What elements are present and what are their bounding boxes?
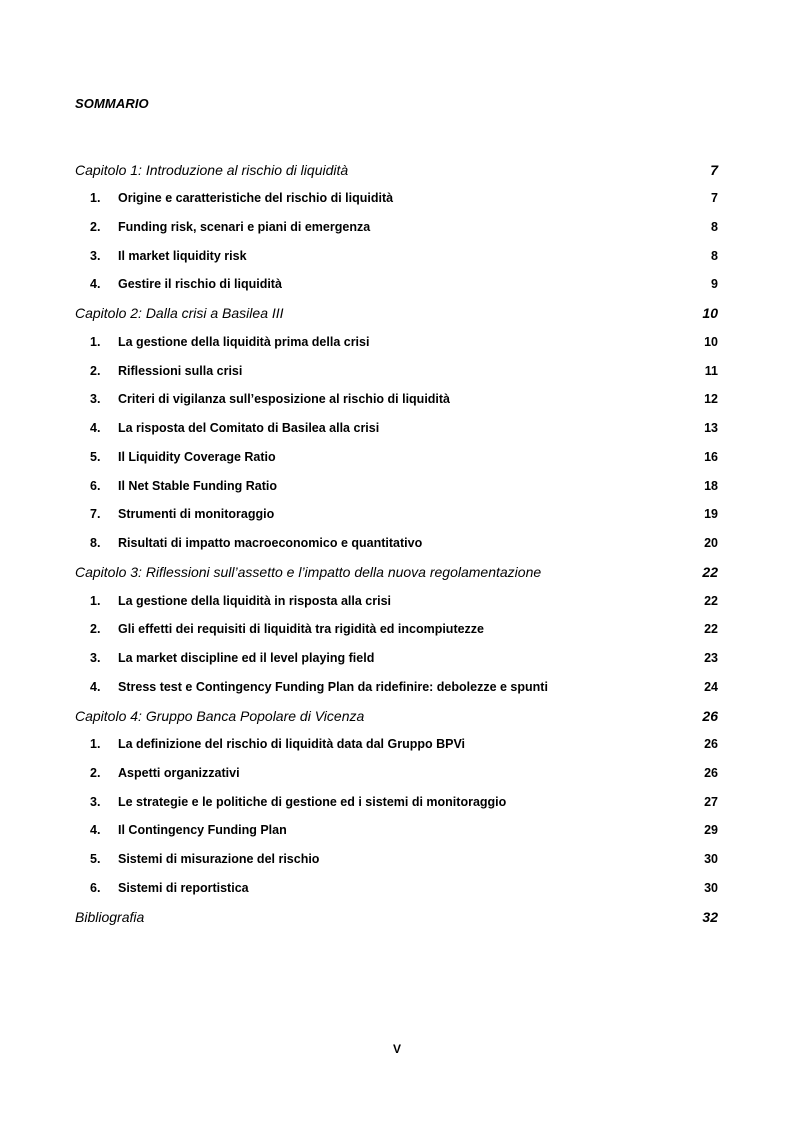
section-number: 3. xyxy=(90,794,101,809)
section-page-number: 30 xyxy=(704,852,718,867)
section-title: Riflessioni sulla crisi xyxy=(118,363,243,378)
section-title: Origine e caratteristiche del rischio di liquidità xyxy=(118,191,394,206)
toc-section-entry[interactable] xyxy=(75,270,718,299)
toc-section-entry[interactable] xyxy=(75,500,718,529)
section-number: 3. xyxy=(90,248,101,263)
section-number: 1. xyxy=(90,191,101,206)
section-number: 6. xyxy=(90,478,101,493)
toc-section-entry[interactable] xyxy=(75,213,718,242)
section-page-number: 11 xyxy=(704,363,718,378)
toc-chapter-entry[interactable] xyxy=(75,299,718,328)
section-title: Il market liquidity risk xyxy=(118,248,247,263)
section-title: Sistemi di reportistica xyxy=(118,880,249,895)
table-of-contents xyxy=(75,155,718,931)
section-title: Criteri di vigilanza sull’esposizione al rischio di liquidità xyxy=(118,392,451,407)
section-number: 6. xyxy=(90,880,101,895)
section-number: 3. xyxy=(90,392,101,407)
section-number: 5. xyxy=(90,852,101,867)
section-page-number: 20 xyxy=(704,535,718,550)
toc-section-entry[interactable] xyxy=(75,759,718,788)
toc-chapter-entry[interactable] xyxy=(75,557,718,586)
section-title: Aspetti organizzativi xyxy=(118,766,240,781)
toc-section-entry[interactable] xyxy=(75,672,718,701)
chapter-page-number: 7 xyxy=(710,161,718,178)
section-title: La market discipline ed il level playing field xyxy=(118,650,375,665)
chapter-title: Capitolo 3: Riflessioni sull’assetto e l’impatto della nuova regolamentazione xyxy=(75,563,542,580)
section-number: 8. xyxy=(90,535,101,550)
section-page-number: 27 xyxy=(704,794,718,809)
section-page-number: 19 xyxy=(704,507,718,522)
section-page-number: 26 xyxy=(704,737,718,752)
section-number: 2. xyxy=(90,766,101,781)
section-title: Gestire il rischio di liquidità xyxy=(118,277,282,292)
toc-chapter-entry[interactable] xyxy=(75,155,718,184)
page-number: V xyxy=(392,1042,401,1056)
section-number: 2. xyxy=(90,220,101,235)
section-page-number: 22 xyxy=(704,593,718,608)
toc-section-entry[interactable] xyxy=(75,816,718,845)
chapter-title: Bibliografia xyxy=(75,908,145,925)
section-number: 4. xyxy=(90,679,101,694)
section-number: 4. xyxy=(90,823,101,838)
toc-section-entry[interactable] xyxy=(75,529,718,558)
chapter-page-number: 32 xyxy=(702,908,718,925)
section-page-number: 29 xyxy=(704,823,718,838)
toc-section-entry[interactable] xyxy=(75,241,718,270)
section-title: Il Net Stable Funding Ratio xyxy=(118,478,278,493)
chapter-page-number: 26 xyxy=(702,707,718,724)
section-page-number: 7 xyxy=(711,191,718,206)
section-page-number: 22 xyxy=(704,622,718,637)
section-title: Funding risk, scenari e piani di emergenza xyxy=(118,220,371,235)
section-number: 1. xyxy=(90,737,101,752)
section-number: 3. xyxy=(90,650,101,665)
section-number: 2. xyxy=(90,622,101,637)
chapter-title: Capitolo 1: Introduzione al rischio di liquidità xyxy=(75,161,349,178)
section-page-number: 26 xyxy=(704,766,718,781)
section-page-number: 8 xyxy=(711,248,718,263)
toc-section-entry[interactable] xyxy=(75,328,718,357)
section-number: 2. xyxy=(90,363,101,378)
section-page-number: 10 xyxy=(704,335,718,350)
section-page-number: 18 xyxy=(704,478,718,493)
section-page-number: 9 xyxy=(711,277,718,292)
section-title: La risposta del Comitato di Basilea alla crisi xyxy=(118,421,380,436)
section-title: Strumenti di monitoraggio xyxy=(118,507,275,522)
section-title: Sistemi di misurazione del rischio xyxy=(118,852,320,867)
toc-chapter-entry[interactable] xyxy=(75,701,718,730)
toc-section-entry[interactable] xyxy=(75,586,718,615)
section-title: La gestione della liquidità in risposta alla crisi xyxy=(118,593,391,608)
section-page-number: 13 xyxy=(704,421,718,436)
section-page-number: 30 xyxy=(704,880,718,895)
toc-title: SOMMARIO xyxy=(75,96,149,111)
toc-chapter-entry[interactable] xyxy=(75,902,718,931)
toc-section-entry[interactable] xyxy=(75,443,718,472)
section-title: Il Liquidity Coverage Ratio xyxy=(118,449,276,464)
toc-section-entry[interactable] xyxy=(75,845,718,874)
section-page-number: 16 xyxy=(704,449,718,464)
section-number: 7. xyxy=(90,507,101,522)
section-page-number: 8 xyxy=(711,220,718,235)
toc-section-entry[interactable] xyxy=(75,873,718,902)
chapter-page-number: 22 xyxy=(702,563,718,580)
section-title: La gestione della liquidità prima della crisi xyxy=(118,335,370,350)
section-title: Il Contingency Funding Plan xyxy=(118,823,287,838)
chapter-title: Capitolo 4: Gruppo Banca Popolare di Vicenza xyxy=(75,707,365,724)
chapter-page-number: 10 xyxy=(702,305,718,322)
section-number: 4. xyxy=(90,277,101,292)
toc-section-entry[interactable] xyxy=(75,414,718,443)
toc-section-entry[interactable] xyxy=(75,644,718,673)
section-number: 4. xyxy=(90,421,101,436)
toc-section-entry[interactable] xyxy=(75,184,718,213)
section-number: 1. xyxy=(90,593,101,608)
section-page-number: 23 xyxy=(704,650,718,665)
section-title: Gli effetti dei requisiti di liquidità tra rigidità ed incompiutezze xyxy=(118,622,485,637)
toc-section-entry[interactable] xyxy=(75,356,718,385)
section-title: Risultati di impatto macroeconomico e quantitativo xyxy=(118,535,423,550)
section-page-number: 12 xyxy=(704,392,718,407)
toc-section-entry[interactable] xyxy=(75,787,718,816)
section-page-number: 24 xyxy=(704,679,718,694)
section-title: La definizione del rischio di liquidità data dal Gruppo BPVi xyxy=(118,737,466,752)
section-title: Le strategie e le politiche di gestione ed i sistemi di monitoraggio xyxy=(118,794,507,809)
chapter-title: Capitolo 2: Dalla crisi a Basilea III xyxy=(75,305,284,322)
section-number: 5. xyxy=(90,449,101,464)
toc-section-entry[interactable] xyxy=(75,730,718,759)
section-number: 1. xyxy=(90,335,101,350)
toc-section-entry[interactable] xyxy=(75,385,718,414)
section-title: Stress test e Contingency Funding Plan da ridefinire: debolezze e spunti xyxy=(118,679,548,694)
toc-section-entry[interactable] xyxy=(75,471,718,500)
toc-section-entry[interactable] xyxy=(75,615,718,644)
